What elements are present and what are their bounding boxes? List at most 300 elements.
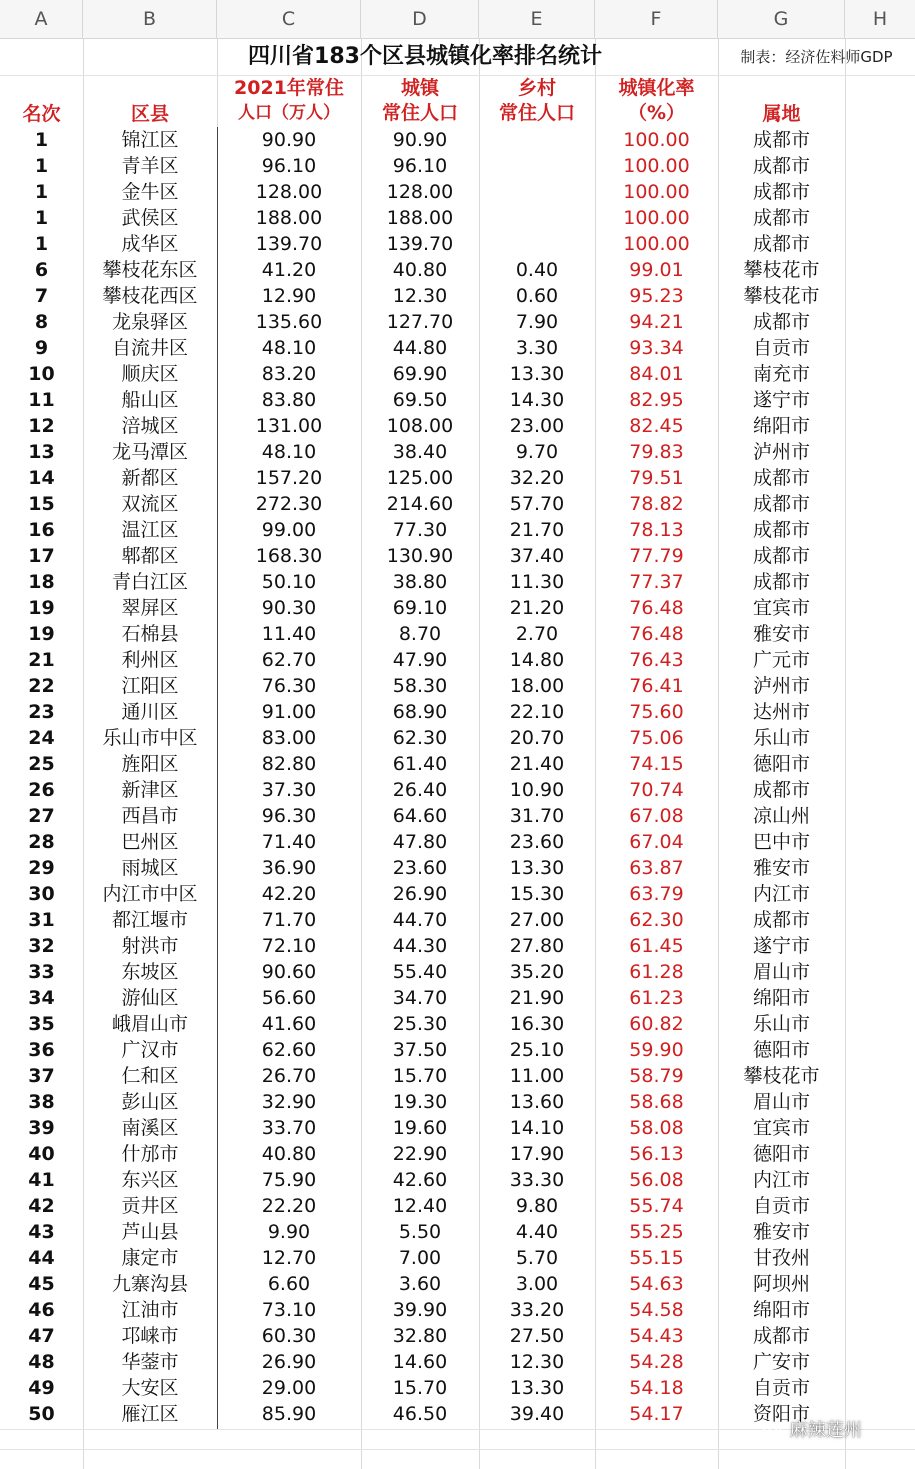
cell-population[interactable]: 60.30 <box>261 1325 317 1347</box>
cell-city[interactable]: 绵阳市 <box>752 415 810 437</box>
cell-rate[interactable]: 75.60 <box>629 701 684 723</box>
cell-rural[interactable]: 14.10 <box>509 1117 565 1139</box>
cell-rate[interactable]: 76.48 <box>629 623 684 645</box>
cell-urban[interactable]: 55.40 <box>392 961 448 983</box>
cell-rate[interactable]: 67.04 <box>629 831 684 853</box>
cell-urban[interactable]: 69.10 <box>392 597 448 619</box>
cell-county[interactable]: 康定市 <box>121 1247 179 1269</box>
cell-urban[interactable]: 44.70 <box>392 909 448 931</box>
cell-rank[interactable]: 14 <box>28 467 55 489</box>
column-header-f[interactable]: F <box>595 0 718 38</box>
cell-rate[interactable]: 63.87 <box>629 857 684 879</box>
header-rural[interactable] <box>479 75 595 127</box>
cell-population[interactable]: 76.30 <box>261 675 317 697</box>
cell-city[interactable]: 眉山市 <box>752 1091 810 1113</box>
cell-rural[interactable]: 21.90 <box>509 987 565 1009</box>
cell-city[interactable]: 成都市 <box>752 467 810 489</box>
column-header-b[interactable]: B <box>83 0 217 38</box>
cell-urban[interactable]: 69.90 <box>392 363 448 385</box>
cell-county[interactable]: 仁和区 <box>121 1065 179 1087</box>
cell-city[interactable]: 成都市 <box>752 909 810 931</box>
cell-rate[interactable]: 99.01 <box>629 259 684 281</box>
cell-rank[interactable]: 36 <box>28 1039 55 1061</box>
cell-urban[interactable]: 44.30 <box>392 935 448 957</box>
cell-city[interactable]: 雅安市 <box>752 623 810 645</box>
cell-city[interactable]: 攀枝花市 <box>743 285 820 307</box>
cell-rate[interactable]: 75.06 <box>629 727 684 749</box>
cell-city[interactable]: 达州市 <box>752 701 810 723</box>
cell-population[interactable]: 29.00 <box>261 1377 317 1399</box>
cell-rural[interactable]: 3.30 <box>515 337 559 359</box>
cell-city[interactable]: 遂宁市 <box>752 389 810 411</box>
cell-urban[interactable]: 128.00 <box>386 181 454 203</box>
header-county[interactable]: 区县 <box>130 103 169 125</box>
cell-rank[interactable]: 41 <box>28 1169 55 1191</box>
cell-rural[interactable]: 9.80 <box>515 1195 559 1217</box>
cell-county[interactable]: 涪城区 <box>121 415 179 437</box>
cell-rural[interactable]: 20.70 <box>509 727 565 749</box>
cell-urban[interactable]: 23.60 <box>392 857 448 879</box>
cell-rank[interactable]: 24 <box>28 727 55 749</box>
cell-urban[interactable]: 15.70 <box>392 1377 448 1399</box>
cell-rank[interactable]: 33 <box>28 961 55 983</box>
cell-rank[interactable]: 35 <box>28 1013 55 1035</box>
cell-city[interactable]: 德阳市 <box>752 1143 810 1165</box>
cell-city[interactable]: 成都市 <box>752 155 810 177</box>
cell-city[interactable]: 雅安市 <box>752 857 810 879</box>
cell-city[interactable]: 巴中市 <box>752 831 810 853</box>
cell-rank[interactable]: 43 <box>28 1221 55 1243</box>
cell-rate[interactable]: 94.21 <box>629 311 684 333</box>
cell-population[interactable]: 72.10 <box>261 935 317 957</box>
cell-population[interactable]: 131.00 <box>255 415 323 437</box>
cell-county[interactable]: 金牛区 <box>121 181 179 203</box>
cell-city[interactable]: 绵阳市 <box>752 1299 810 1321</box>
cell-rank[interactable]: 37 <box>28 1065 55 1087</box>
cell-rank[interactable]: 1 <box>34 207 49 229</box>
cell-population[interactable]: 168.30 <box>255 545 323 567</box>
cell-county[interactable]: 雁江区 <box>121 1403 179 1425</box>
cell-rural[interactable]: 13.30 <box>509 1377 565 1399</box>
cell-rank[interactable]: 23 <box>28 701 55 723</box>
column-header-d[interactable]: D <box>361 0 479 38</box>
cell-rank[interactable]: 29 <box>28 857 55 879</box>
cell-rate[interactable]: 55.74 <box>629 1195 684 1217</box>
cell-population[interactable]: 71.40 <box>261 831 317 853</box>
cell-city[interactable]: 遂宁市 <box>752 935 810 957</box>
cell-population[interactable]: 82.80 <box>261 753 317 775</box>
cell-rate[interactable]: 62.30 <box>629 909 684 931</box>
cell-city[interactable]: 甘孜州 <box>752 1247 810 1269</box>
cell-rate[interactable]: 84.01 <box>629 363 684 385</box>
cell-urban[interactable]: 139.70 <box>386 233 454 255</box>
cell-city[interactable]: 内江市 <box>752 1169 810 1191</box>
cell-rank[interactable]: 31 <box>28 909 55 931</box>
cell-urban[interactable]: 38.40 <box>392 441 448 463</box>
cell-rate[interactable]: 82.45 <box>629 415 684 437</box>
cell-population[interactable]: 85.90 <box>261 1403 317 1425</box>
cell-county[interactable]: 东坡区 <box>121 961 179 983</box>
cell-county[interactable]: 都江堰市 <box>111 909 188 931</box>
cell-rural[interactable]: 7.90 <box>515 311 559 333</box>
cell-population[interactable]: 26.70 <box>261 1065 317 1087</box>
cell-rank[interactable]: 28 <box>28 831 55 853</box>
cell-rate[interactable]: 61.23 <box>629 987 684 1009</box>
cell-urban[interactable]: 25.30 <box>392 1013 448 1035</box>
cell-county[interactable]: 新津区 <box>121 779 179 801</box>
cell-population[interactable]: 75.90 <box>261 1169 317 1191</box>
cell-rate[interactable]: 58.08 <box>629 1117 684 1139</box>
cell-rate[interactable]: 78.13 <box>629 519 684 541</box>
cell-population[interactable]: 22.20 <box>261 1195 317 1217</box>
cell-rural[interactable] <box>479 205 595 231</box>
cell-rate[interactable]: 54.17 <box>629 1403 684 1425</box>
cell-population[interactable]: 90.30 <box>261 597 317 619</box>
cell-rate[interactable]: 78.82 <box>629 493 684 515</box>
cell-rate[interactable]: 100.00 <box>623 155 690 177</box>
column-header-e[interactable]: E <box>479 0 595 38</box>
cell-county[interactable]: 华蓥市 <box>121 1351 179 1373</box>
cell-rank[interactable]: 50 <box>28 1403 55 1425</box>
cell-rate[interactable]: 79.51 <box>629 467 684 489</box>
cell-rank[interactable]: 8 <box>34 311 49 333</box>
cell-rural[interactable] <box>479 231 595 257</box>
cell-rank[interactable]: 45 <box>28 1273 55 1295</box>
cell-population[interactable]: 48.10 <box>261 337 317 359</box>
cell-rate[interactable]: 56.08 <box>629 1169 684 1191</box>
cell-rank[interactable]: 1 <box>34 155 49 177</box>
cell-urban[interactable]: 46.50 <box>392 1403 448 1425</box>
cell-urban[interactable]: 125.00 <box>386 467 454 489</box>
cell-urban[interactable]: 32.80 <box>392 1325 448 1347</box>
cell-county[interactable]: 锦江区 <box>121 129 179 151</box>
cell-city[interactable]: 乐山市 <box>752 1013 810 1035</box>
cell-rural[interactable]: 10.90 <box>509 779 565 801</box>
cell-urban[interactable]: 38.80 <box>392 571 448 593</box>
cell-rural[interactable]: 35.20 <box>509 961 565 983</box>
cell-city[interactable]: 阿坝州 <box>752 1273 810 1295</box>
cell-rural[interactable]: 33.20 <box>509 1299 565 1321</box>
cell-rate[interactable]: 74.15 <box>629 753 684 775</box>
cell-urban[interactable]: 12.30 <box>392 285 448 307</box>
cell-rural[interactable]: 27.50 <box>509 1325 565 1347</box>
cell-urban[interactable]: 62.30 <box>392 727 448 749</box>
cell-city[interactable]: 成都市 <box>752 545 810 567</box>
cell-population[interactable]: 96.30 <box>261 805 317 827</box>
cell-population[interactable]: 96.10 <box>261 155 317 177</box>
cell-county[interactable]: 九寨沟县 <box>111 1273 188 1295</box>
cell-urban[interactable]: 42.60 <box>392 1169 448 1191</box>
cell-rate[interactable]: 79.83 <box>629 441 684 463</box>
cell-population[interactable]: 32.90 <box>261 1091 317 1113</box>
cell-city[interactable]: 成都市 <box>752 493 810 515</box>
cell-county[interactable]: 巴州区 <box>121 831 179 853</box>
cell-rank[interactable]: 13 <box>28 441 55 463</box>
cell-rank[interactable]: 1 <box>34 233 49 255</box>
cell-rate[interactable]: 76.48 <box>629 597 684 619</box>
cell-rank[interactable]: 26 <box>28 779 55 801</box>
cell-rural[interactable]: 39.40 <box>509 1403 565 1425</box>
cell-rank[interactable]: 30 <box>28 883 55 905</box>
cell-city[interactable]: 自贡市 <box>752 1377 810 1399</box>
cell-population[interactable]: 91.00 <box>261 701 317 723</box>
cell-county[interactable]: 南溪区 <box>121 1117 179 1139</box>
cell-rate[interactable]: 100.00 <box>623 233 690 255</box>
cell-rate[interactable]: 60.82 <box>629 1013 684 1035</box>
cell-urban[interactable]: 214.60 <box>386 493 454 515</box>
cell-city[interactable]: 成都市 <box>752 1325 810 1347</box>
cell-rural[interactable]: 11.30 <box>509 571 565 593</box>
cell-county[interactable]: 武侯区 <box>121 207 179 229</box>
cell-city[interactable]: 成都市 <box>752 311 810 333</box>
cell-city[interactable]: 宜宾市 <box>752 597 810 619</box>
cell-city[interactable]: 攀枝花市 <box>743 1065 820 1087</box>
cell-rural[interactable]: 25.10 <box>509 1039 565 1061</box>
cell-urban[interactable]: 39.90 <box>392 1299 448 1321</box>
cell-rate[interactable]: 77.79 <box>629 545 684 567</box>
cell-rate[interactable]: 55.15 <box>629 1247 684 1269</box>
cell-rural[interactable]: 18.00 <box>509 675 565 697</box>
cell-population[interactable]: 135.60 <box>255 311 323 333</box>
cell-rural[interactable]: 37.40 <box>509 545 565 567</box>
cell-population[interactable]: 90.90 <box>261 129 317 151</box>
cell-rural[interactable]: 57.70 <box>509 493 565 515</box>
cell-urban[interactable]: 7.00 <box>398 1247 442 1269</box>
cell-urban[interactable]: 26.40 <box>392 779 448 801</box>
cell-rank[interactable]: 46 <box>28 1299 55 1321</box>
cell-rural[interactable]: 2.70 <box>515 623 559 645</box>
cell-rural[interactable]: 16.30 <box>509 1013 565 1035</box>
cell-population[interactable]: 83.80 <box>261 389 317 411</box>
cell-city[interactable]: 成都市 <box>752 207 810 229</box>
cell-rural[interactable]: 23.60 <box>509 831 565 853</box>
cell-city[interactable]: 泸州市 <box>752 675 810 697</box>
cell-rural[interactable]: 11.00 <box>509 1065 565 1087</box>
cell-rural[interactable]: 23.00 <box>509 415 565 437</box>
cell-urban[interactable]: 34.70 <box>392 987 448 1009</box>
cell-rank[interactable]: 39 <box>28 1117 55 1139</box>
cell-city[interactable]: 广安市 <box>752 1351 810 1373</box>
cell-rank[interactable]: 22 <box>28 675 55 697</box>
cell-rank[interactable]: 47 <box>28 1325 55 1347</box>
header-rank[interactable]: 名次 <box>22 103 61 125</box>
cell-city[interactable]: 自贡市 <box>752 337 810 359</box>
cell-county[interactable]: 利州区 <box>121 649 179 671</box>
cell-rate[interactable]: 54.28 <box>629 1351 684 1373</box>
cell-county[interactable]: 江阳区 <box>121 675 179 697</box>
cell-rural[interactable]: 13.30 <box>509 363 565 385</box>
cell-rank[interactable]: 1 <box>34 181 49 203</box>
cell-rate[interactable]: 63.79 <box>629 883 684 905</box>
cell-population[interactable]: 62.60 <box>261 1039 317 1061</box>
cell-population[interactable]: 37.30 <box>261 779 317 801</box>
cell-rural[interactable]: 27.80 <box>509 935 565 957</box>
cell-city[interactable]: 宜宾市 <box>752 1117 810 1139</box>
cell-rural[interactable]: 33.30 <box>509 1169 565 1191</box>
cell-county[interactable]: 乐山市中区 <box>102 727 198 749</box>
cell-rate[interactable]: 82.95 <box>629 389 684 411</box>
cell-county[interactable]: 通川区 <box>121 701 179 723</box>
cell-urban[interactable]: 19.60 <box>392 1117 448 1139</box>
cell-city[interactable]: 德阳市 <box>752 753 810 775</box>
cell-rank[interactable]: 21 <box>28 649 55 671</box>
cell-rural[interactable] <box>479 179 595 205</box>
cell-urban[interactable]: 68.90 <box>392 701 448 723</box>
cell-county[interactable]: 龙泉驿区 <box>111 311 188 333</box>
cell-rate[interactable]: 61.28 <box>629 961 684 983</box>
cell-urban[interactable]: 108.00 <box>386 415 454 437</box>
cell-county[interactable]: 芦山县 <box>121 1221 179 1243</box>
cell-county[interactable]: 旌阳区 <box>121 753 179 775</box>
cell-urban[interactable]: 37.50 <box>392 1039 448 1061</box>
cell-city[interactable]: 资阳市 <box>752 1403 810 1425</box>
cell-population[interactable]: 90.60 <box>261 961 317 983</box>
cell-rank[interactable]: 15 <box>28 493 55 515</box>
cell-rate[interactable]: 61.45 <box>629 935 684 957</box>
cell-urban[interactable]: 44.80 <box>392 337 448 359</box>
cell-county[interactable]: 东兴区 <box>121 1169 179 1191</box>
cell-county[interactable]: 温江区 <box>121 519 179 541</box>
cell-rate[interactable]: 93.34 <box>629 337 684 359</box>
cell-rank[interactable]: 25 <box>28 753 55 775</box>
cell-rural[interactable]: 0.60 <box>515 285 559 307</box>
cell-city[interactable]: 广元市 <box>752 649 810 671</box>
cell-rank[interactable]: 34 <box>28 987 55 1009</box>
cell-county[interactable]: 攀枝花东区 <box>102 259 198 281</box>
cell-city[interactable]: 乐山市 <box>752 727 810 749</box>
cell-rural[interactable]: 0.40 <box>515 259 559 281</box>
cell-population[interactable]: 71.70 <box>261 909 317 931</box>
cell-population[interactable]: 83.20 <box>261 363 317 385</box>
cell-urban[interactable]: 64.60 <box>392 805 448 827</box>
cell-county[interactable]: 西昌市 <box>121 805 179 827</box>
cell-rural[interactable]: 31.70 <box>509 805 565 827</box>
cell-city[interactable]: 成都市 <box>752 519 810 541</box>
cell-population[interactable]: 48.10 <box>261 441 317 463</box>
cell-county[interactable]: 自流井区 <box>111 337 188 359</box>
cell-rural[interactable]: 14.80 <box>509 649 565 671</box>
cell-county[interactable]: 青羊区 <box>121 155 179 177</box>
cell-city[interactable]: 雅安市 <box>752 1221 810 1243</box>
cell-urban[interactable]: 40.80 <box>392 259 448 281</box>
cell-population[interactable]: 11.40 <box>261 623 317 645</box>
cell-rank[interactable]: 44 <box>28 1247 55 1269</box>
cell-rank[interactable]: 18 <box>28 571 55 593</box>
cell-rank[interactable]: 42 <box>28 1195 55 1217</box>
cell-rural[interactable]: 22.10 <box>509 701 565 723</box>
cell-urban[interactable]: 5.50 <box>398 1221 442 1243</box>
cell-rural[interactable]: 13.60 <box>509 1091 565 1113</box>
cell-county[interactable]: 邛崃市 <box>121 1325 179 1347</box>
column-header-g[interactable]: G <box>718 0 845 38</box>
cell-rural[interactable] <box>479 127 595 153</box>
cell-city[interactable]: 成都市 <box>752 571 810 593</box>
cell-urban[interactable]: 22.90 <box>392 1143 448 1165</box>
cell-rate[interactable]: 76.41 <box>629 675 684 697</box>
cell-urban[interactable]: 47.80 <box>392 831 448 853</box>
cell-city[interactable]: 南充市 <box>752 363 810 385</box>
cell-county[interactable]: 石棉县 <box>121 623 179 645</box>
column-header-c[interactable]: C <box>217 0 361 38</box>
cell-city[interactable]: 眉山市 <box>752 961 810 983</box>
cell-county[interactable]: 雨城区 <box>121 857 179 879</box>
cell-urban[interactable]: 12.40 <box>392 1195 448 1217</box>
cell-rural[interactable]: 21.70 <box>509 519 565 541</box>
cell-rate[interactable]: 59.90 <box>629 1039 684 1061</box>
cell-rank[interactable]: 32 <box>28 935 55 957</box>
cell-county[interactable]: 内江市中区 <box>102 883 198 905</box>
cell-rate[interactable]: 58.68 <box>629 1091 684 1113</box>
cell-rural[interactable]: 27.00 <box>509 909 565 931</box>
cell-rate[interactable]: 67.08 <box>629 805 684 827</box>
cell-city[interactable]: 自贡市 <box>752 1195 810 1217</box>
cell-rate[interactable]: 54.43 <box>629 1325 684 1347</box>
cell-county[interactable]: 攀枝花西区 <box>102 285 198 307</box>
cell-population[interactable]: 157.20 <box>255 467 323 489</box>
cell-rate[interactable]: 54.18 <box>629 1377 684 1399</box>
cell-urban[interactable]: 19.30 <box>392 1091 448 1113</box>
cell-city[interactable]: 泸州市 <box>752 441 810 463</box>
cell-rank[interactable]: 11 <box>28 389 55 411</box>
cell-rate[interactable]: 56.13 <box>629 1143 684 1165</box>
cell-population[interactable]: 33.70 <box>261 1117 317 1139</box>
cell-rate[interactable]: 54.58 <box>629 1299 684 1321</box>
cell-population[interactable]: 12.90 <box>261 285 317 307</box>
cell-population[interactable]: 36.90 <box>261 857 317 879</box>
cell-city[interactable]: 成都市 <box>752 129 810 151</box>
cell-urban[interactable]: 14.60 <box>392 1351 448 1373</box>
cell-population[interactable]: 40.80 <box>261 1143 317 1165</box>
cell-rate[interactable]: 100.00 <box>623 181 690 203</box>
cell-rate[interactable]: 100.00 <box>623 207 690 229</box>
cell-city[interactable]: 成都市 <box>752 779 810 801</box>
cell-rural[interactable]: 3.00 <box>515 1273 559 1295</box>
cell-county[interactable]: 峨眉山市 <box>111 1013 188 1035</box>
cell-county[interactable]: 什邡市 <box>121 1143 179 1165</box>
cell-population[interactable]: 83.00 <box>261 727 317 749</box>
header-population[interactable] <box>217 75 361 127</box>
cell-rank[interactable]: 16 <box>28 519 55 541</box>
cell-county[interactable]: 贡井区 <box>121 1195 179 1217</box>
cell-urban[interactable]: 96.10 <box>392 155 448 177</box>
cell-urban[interactable]: 130.90 <box>386 545 454 567</box>
cell-rural[interactable]: 21.40 <box>509 753 565 775</box>
cell-rural[interactable]: 9.70 <box>515 441 559 463</box>
cell-population[interactable]: 139.70 <box>255 233 323 255</box>
cell-rural[interactable]: 32.20 <box>509 467 565 489</box>
cell-population[interactable]: 99.00 <box>261 519 317 541</box>
cell-county[interactable]: 新都区 <box>121 467 179 489</box>
cell-county[interactable]: 广汉市 <box>121 1039 179 1061</box>
cell-rank[interactable]: 12 <box>28 415 55 437</box>
cell-population[interactable]: 42.20 <box>261 883 317 905</box>
cell-population[interactable]: 12.70 <box>261 1247 317 1269</box>
cell-population[interactable]: 62.70 <box>261 649 317 671</box>
cell-urban[interactable]: 69.50 <box>392 389 448 411</box>
cell-county[interactable]: 翠屏区 <box>121 597 179 619</box>
cell-city[interactable]: 德阳市 <box>752 1039 810 1061</box>
cell-county[interactable]: 江油市 <box>121 1299 179 1321</box>
cell-county[interactable]: 彭山区 <box>121 1091 179 1113</box>
header-city[interactable]: 属地 <box>762 103 801 125</box>
cell-rate[interactable]: 76.43 <box>629 649 684 671</box>
cell-population[interactable]: 73.10 <box>261 1299 317 1321</box>
cell-rank[interactable]: 7 <box>34 285 49 307</box>
maker-credit[interactable]: 制表：经济佐料师GDP <box>740 48 893 66</box>
cell-urban[interactable]: 90.90 <box>392 129 448 151</box>
cell-rate[interactable]: 58.79 <box>629 1065 684 1087</box>
header-urban[interactable] <box>361 75 479 127</box>
